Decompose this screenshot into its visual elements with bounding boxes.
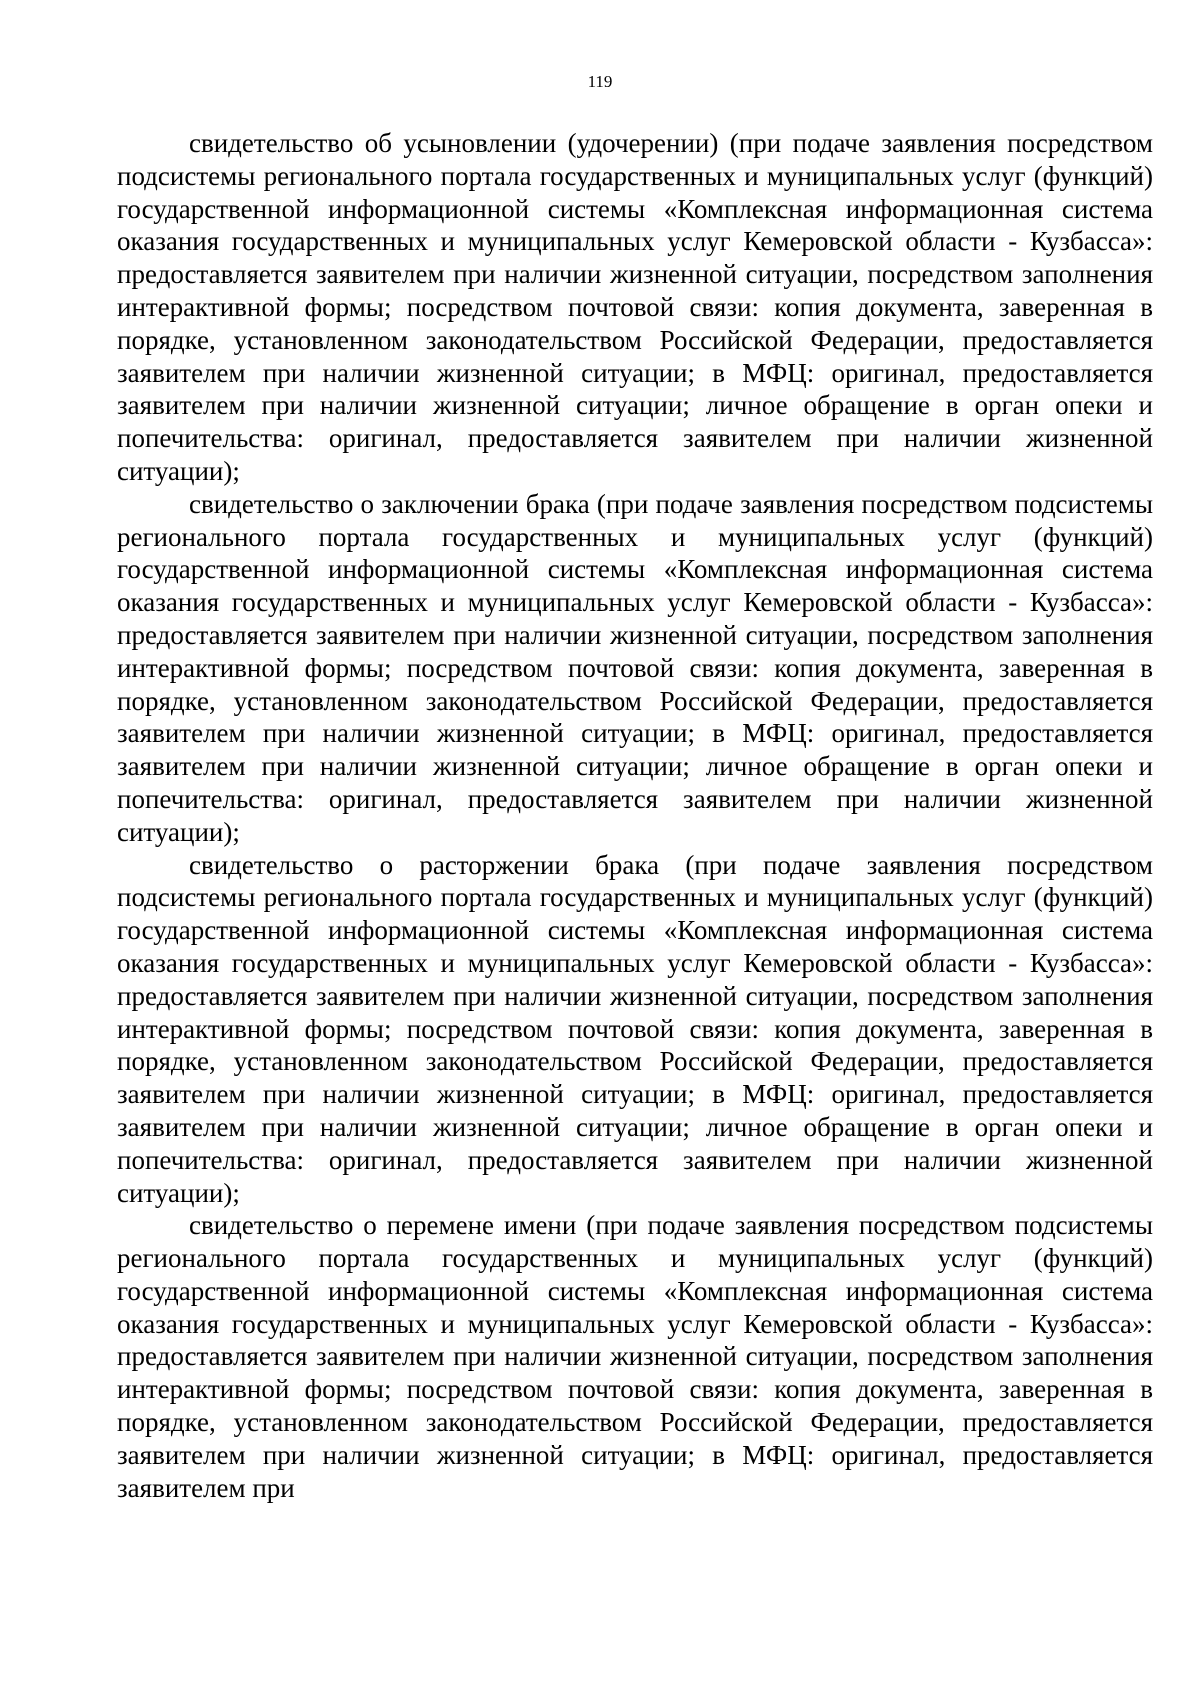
paragraph-adoption-certificate: свидетельство об усыновлении (удочерении) (при подаче заявления посредством подсистемы регионального портала государственных и муниципальных услуг (функций) государственной информационной системы «Комплексная информационная система оказания государственных и муниципальных услуг Кемеровской области - Кузбасса»: предоставляется заявителем при наличии жизненной ситуации, посредством заполнения интерактивной формы; посредством почтовой связи: копия документа, заверенная в порядке, установленном законодательством Российской Федерации, предоставляется заявителем при наличии жизненной ситуации; в МФЦ: оригинал, предоставляется заявителем при наличии жизненной ситуации; личное обращение в орган опеки и попечительства: оригинал, предоставляется заявителем при наличии жизненной ситуации); (117, 128, 1153, 486)
paragraph-marriage-certificate: свидетельство о заключении брака (при подаче заявления посредством подсистемы регионального портала государственных и муниципальных услуг (функций) государственной информационной системы «Комплексная информационная система оказания государственных и муниципальных услуг Кемеровской области - Кузбасса»: предоставляется заявителем при наличии жизненной ситуации, посредством заполнения интерактивной формы; посредством почтовой связи: копия документа, заверенная в порядке, установленном законодательством Российской Федерации, предоставляется заявителем при наличии жизненной ситуации; в МФЦ: оригинал, предоставляется заявителем при наличии жизненной ситуации; личное обращение в орган опеки и попечительства: оригинал, предоставляется заявителем при наличии жизненной ситуации); (117, 488, 1153, 847)
paragraph-name-change-certificate: свидетельство о перемене имени (при подаче заявления посредством подсистемы регионального портала государственных и муниципальных услуг (функций) государственной информационной системы «Комплексная информационная система оказания государственных и муниципальных услуг Кемеровской области - Кузбасса»: предоставляется заявителем при наличии жизненной ситуации, посредством заполнения интерактивной формы; посредством почтовой связи: копия документа, заверенная в порядке, установленном законодательством Российской Федерации, предоставляется заявителем при наличии жизненной ситуации; в МФЦ: оригинал, предоставляется заявителем при (117, 1210, 1153, 1503)
document-body (117, 127, 1153, 1504)
page-number: 119 (587, 72, 613, 91)
paragraph-divorce-certificate: свидетельство о расторжении брака (при подаче заявления посредством подсистемы регионального портала государственных и муниципальных услуг (функций) государственной информационной системы «Комплексная информационная система оказания государственных и муниципальных услуг Кемеровской области - Кузбасса»: предоставляется заявителем при наличии жизненной ситуации, посредством заполнения интерактивной формы; посредством почтовой связи: копия документа, заверенная в порядке, установленном законодательством Российской Федерации, предоставляется заявителем при наличии жизненной ситуации; в МФЦ: оригинал, предоставляется заявителем при наличии жизненной ситуации; личное обращение в орган опеки и попечительства: оригинал, предоставляется заявителем при наличии жизненной ситуации); (117, 849, 1153, 1208)
